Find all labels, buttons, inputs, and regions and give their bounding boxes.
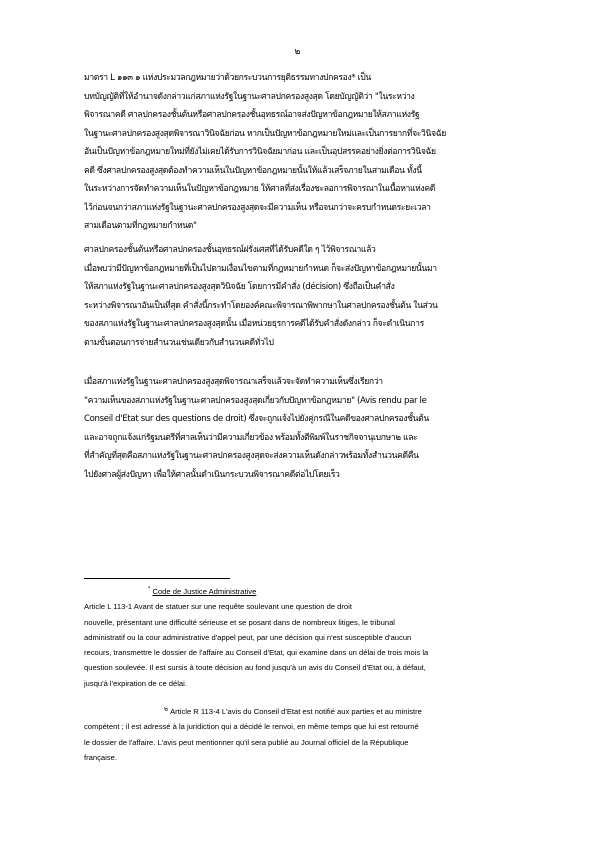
footnote-line: le dossier de l'affaire. L'avis peut mentionner qu'il sera publié au Journal officiel de la République [84, 737, 409, 747]
paragraph-3 [84, 373, 514, 484]
footnote-1 [84, 584, 514, 691]
footnote-line: française. [84, 752, 117, 762]
text-line: เมื่อพบว่ามีปัญหาข้อกฎหมายที่เป็นไปตามเงื่อนไขตามที่กฎหมายกำหนด ก็จะส่งปัญหาข้อกฎหมายนั้นมา [84, 263, 437, 274]
text-line: ไปยังศาลผู้ส่งปัญหา เพื่อให้ศาลนั้นดำเนินกระบวนพิจารณาคดีต่อไปโดยเร็ว [84, 469, 340, 480]
footnote-line: administratif ou la cour administrative d'appel peut, par une décision qui n'est susceptible d'aucun [84, 632, 412, 642]
text-line: ในระหว่างการจัดทำความเห็นในปัญหาข้อกฎหมาย ให้ศาลที่ส่งเรื่องชะลอการพิจารณาในเนื้อหาแห่งคดี [84, 184, 435, 194]
text-line: ของสภาแห่งรัฐในฐานะศาลปกครองสูงสุดนั้น เมื่อหน่วยธุรการคดีได้รับคำสั่งดังกล่าว ก็จะดำเนินการ [84, 319, 424, 329]
text-line: เมื่อสภาแห่งรัฐในฐานะศาลปกครองสูงสุดพิจารณาเสร็จแล้วจะจัดทำความเห็นซึ่งเรียกว่า [84, 377, 383, 387]
footnote-separator [84, 578, 230, 579]
text-line: และอาจถูกแจ้งแก่รัฐมนตรีที่ศาลเห็นว่ามีความเกี่ยวข้อง พร้อมทั้งตีพิมพ์ในราชกิจจานุเบกษา๒ และ [84, 432, 418, 443]
text-line: ศาลปกครองชั้นต้นหรือศาลปกครองชั้นอุทธรณ์ฝรั่งเศสที่ได้รับคดีใด ๆ ไว้พิจารณาแล้ว [84, 245, 376, 255]
paragraph-1 [84, 69, 514, 236]
footnote-line: nouvelle, présentant une difficulté sérieuse et se posant dans de nombreux litiges, le tribunal [84, 617, 395, 627]
text-line: สามเดือนตามที่กฎหมายกำหนด" [84, 221, 197, 231]
text-line: ไว้ก่อนจนกว่าสภาแห่งรัฐในฐานะศาลปกครองสูงสุดจะมีความเห็น หรือจนกว่าจะครบกำหนดระยะเวลา [84, 202, 431, 213]
footnote-line: Article R 113-4 L'avis du Conseil d'Etat est notifié aux parties et au ministre [170, 707, 422, 716]
text-line: คดี ซึ่งศาลปกครองสูงสุดต้องทำความเห็นในปัญหาข้อกฎหมายนั้นให้แล้วเสร็จภายในสามเดือน ทั้งนี้ [84, 165, 422, 176]
footnote-line: recours, transmettre le dossier de l'affaire au Conseil d'Etat, qui examine dans un délai de trois mois la [84, 648, 429, 658]
footnote-line: Article L 113-1 Avant de statuer sur une requête soulevant une question de droit [84, 602, 352, 612]
footnote-2 [84, 704, 514, 765]
footnote-marker: * [148, 586, 151, 593]
footnote-line: question soulevée. Il est sursis à toute décision au fond jusqu'à un avis du Conseil d'Etat ou, à défaut, [84, 663, 426, 673]
text-line: ในฐานะศาลปกครองสูงสุดพิจารณาวินิจฉัยก่อน หากเป็นปัญหาข้อกฎหมายใหม่และเป็นการยากที่จะวินิจฉัย [84, 128, 446, 139]
paragraph-2 [84, 241, 514, 352]
footnote-line: jusqu'à l'expiration de ce délai. [84, 678, 187, 688]
text-line: มาตรา L ๑๑๓ ๑ แห่งประมวลกฎหมายว่าด้วยกระบวนการยุติธรรมทางปกครอง* เป็น [84, 73, 371, 83]
text-line: บทบัญญัติที่ให้อำนาจดังกล่าวแก่สภาแห่งรัฐในฐานะศาลปกครองสูงสุด โดยบัญญัติว่า "ในระหว่าง [84, 91, 415, 102]
footnote-title: Code de Justice Administrative [152, 587, 257, 596]
text-line: ที่สำคัญที่สุดคือสภาแห่งรัฐในฐานะศาลปกครองสูงสุดจะส่งความเห็นดังกล่าวพร้อมทั้งสำนวนคดีคืน [84, 451, 419, 461]
page-number: ๒ [294, 47, 301, 57]
text-line: "ความเห็นของสภาแห่งรัฐในฐานะศาลปกครองสูงสุดเกี่ยวกับปัญหาข้อกฎหมาย" (Avis rendu par le [84, 395, 427, 406]
footnote-heading [84, 584, 514, 599]
text-line: ตามขั้นตอนการจ่ายสำนวนเช่นเดียวกับสำนวนคดีทั่วไป [84, 337, 274, 348]
text-line: อันเป็นปัญหาข้อกฎหมายใหม่ที่ยังไม่เคยได้รับการวินิจฉัยมาก่อน และเป็นอุปสรรคอย่างยิ่งต่อการวินิจฉัย [84, 147, 436, 157]
footnote-marker: ๒ [164, 706, 168, 713]
text-line: ระหว่างพิจารณาอันเป็นที่สุด คำสั่งนี้กระทำโดยองค์คณะพิจารณาพิพากษาในศาลปกครองชั้นต้น ในส่วน [84, 300, 438, 311]
text-line: Conseil d'Etat sur des questions de droit) ซึ่งจะถูกแจ้งไปยังคู่กรณีในคดีของศาลปกครองชั้นต้น [84, 414, 429, 424]
footnote-line: compétent ; il est adressé à la juridiction qui a décidé le renvoi, en même temps que lui est retourné [84, 722, 419, 732]
footnote-heading [84, 704, 514, 719]
text-line: พิจารณาคดี ศาลปกครองชั้นต้นหรือศาลปกครองชั้นอุทธรณ์อาจส่งปัญหาข้อกฎหมายให้สภาแห่งรัฐ [84, 110, 420, 120]
text-line: ให้สภาแห่งรัฐในฐานะศาลปกครองสูงสุดวินิจฉัย โดยการมีคำสั่ง (décision) ซึ่งถือเป็นคำสั่ง [84, 282, 395, 292]
